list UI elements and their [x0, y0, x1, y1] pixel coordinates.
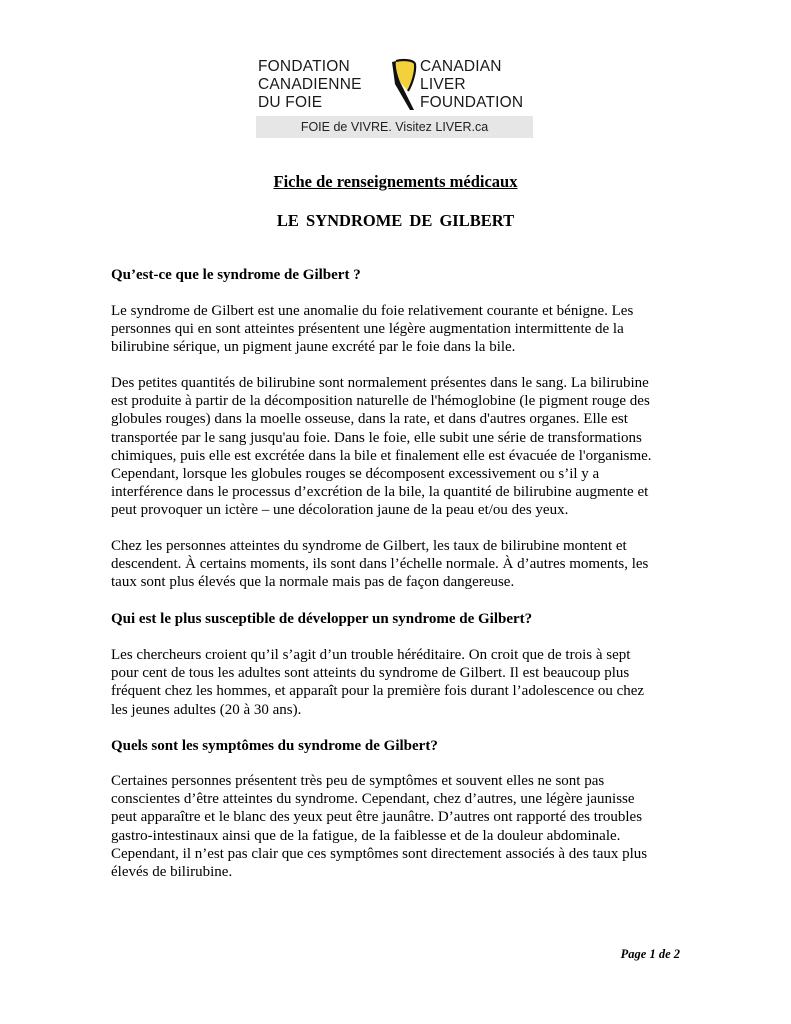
text-line: bilirubine sérique, un pigment jaune excrété par le foie dans la bile.	[111, 339, 516, 356]
text-line: globules rouges) dans la moelle osseuse, dans la rate, et dans d'autres organes. Elle est	[111, 411, 628, 428]
text-line: Des petites quantités de bilirubine sont normalement présentes dans le sang. La bilirubine	[111, 375, 649, 391]
logo-english-line: LIVER	[420, 76, 466, 93]
text-line: fréquent chez les hommes, et apparaît pour la première fois durant l’adolescence ou chez	[111, 683, 645, 700]
text-line: est produite à partir de la décomposition naturelle de l'hémoglobine (le pigment rouge des	[111, 393, 650, 410]
text-line: les jeunes adultes (20 à 30 ans).	[111, 701, 302, 718]
text-line: peut provoquer un ictère – une décoloration jaune de la peau et/ou des yeux.	[111, 502, 569, 519]
text-line: gastro-intestinaux ainsi que de la fatigue, de la faiblesse et de la douleur abdominale.	[111, 827, 621, 844]
paragraph	[111, 302, 691, 357]
text-line: taux sont plus élevés que la normale mais pas de façon dangereuse.	[111, 574, 515, 591]
logo-tagline: FOIE de VIVRE. Visitez LIVER.ca	[256, 116, 533, 138]
text-line: interférence dans le processus d’excrétion de la bile, la quantité de bilirubine augmente et	[111, 484, 649, 501]
text-line: Cependant, lorsque les globules rouges se décomposent excessivement ou s’il y a	[111, 466, 600, 483]
text-line: peut apparaître et le blanc des yeux peut être jaunâtre. D’autres ont rapporté des troubles	[111, 809, 643, 826]
text-line: pour cent de tous les adultes sont atteints du syndrome de Gilbert. Il est beaucoup plus	[111, 665, 630, 682]
section-heading: Qu’est-ce que le syndrome de Gilbert ?	[111, 267, 361, 283]
text-line: descendent. À certains moments, ils sont dans l’échelle normale. À d’autres moments, les	[111, 556, 649, 573]
logo-french-line: CANADIENNE	[258, 76, 362, 93]
logo-french-name	[258, 58, 362, 112]
liver-leaf-icon	[386, 58, 418, 112]
section-heading: Quels sont les symptômes du syndrome de Gilbert?	[111, 738, 438, 754]
text-line: élevés de bilirubine.	[111, 864, 233, 881]
section-heading: Qui est le plus susceptible de développer un syndrome de Gilbert?	[111, 611, 533, 627]
logo-english-line: FOUNDATION	[420, 94, 524, 111]
document-title: LE SYNDROME DE GILBERT	[276, 211, 515, 230]
text-line: chimiques, puis elle est excrétée dans la bile et finalement elle est évacuée de l'organisme.	[111, 447, 652, 464]
text-line: Chez les personnes atteintes du syndrome de Gilbert, les taux de bilirubine montent et	[111, 538, 627, 554]
text-line: Certaines personnes présentent très peu de symptômes et souvent elles ne sont pas	[111, 773, 605, 789]
text-line: Cependant, il n’est pas clair que ces symptômes sont directement associés à des taux plus	[111, 845, 648, 862]
paragraph	[111, 537, 691, 592]
page-number: Page 1 de 2	[620, 947, 680, 961]
paragraph	[111, 646, 691, 719]
paragraph	[111, 772, 691, 881]
logo-english-line: CANADIAN	[420, 58, 502, 75]
text-line: Le syndrome de Gilbert est une anomalie du foie relativement courante et bénigne. Les	[111, 303, 634, 319]
logo-french-line: DU FOIE	[258, 94, 323, 111]
text-line: personnes qui en sont atteintes présentent une légère augmentation intermittente de la	[111, 321, 624, 338]
foundation-logo	[256, 58, 533, 138]
text-line: transportée par le sang jusqu'au foie. Dans le foie, elle subit une série de transformations	[111, 429, 642, 446]
text-line: conscientes d’être atteintes du syndrome. Cependant, chez d’autres, une légère jaunisse	[111, 791, 635, 808]
logo-english-name	[420, 58, 523, 112]
paragraph	[111, 374, 691, 520]
document-type: Fiche de renseignements médicaux	[273, 172, 518, 191]
logo-french-line: FONDATION	[258, 58, 350, 75]
text-line: Les chercheurs croient qu’il s’agit d’un trouble héréditaire. On croit que de trois à sept	[111, 647, 631, 663]
